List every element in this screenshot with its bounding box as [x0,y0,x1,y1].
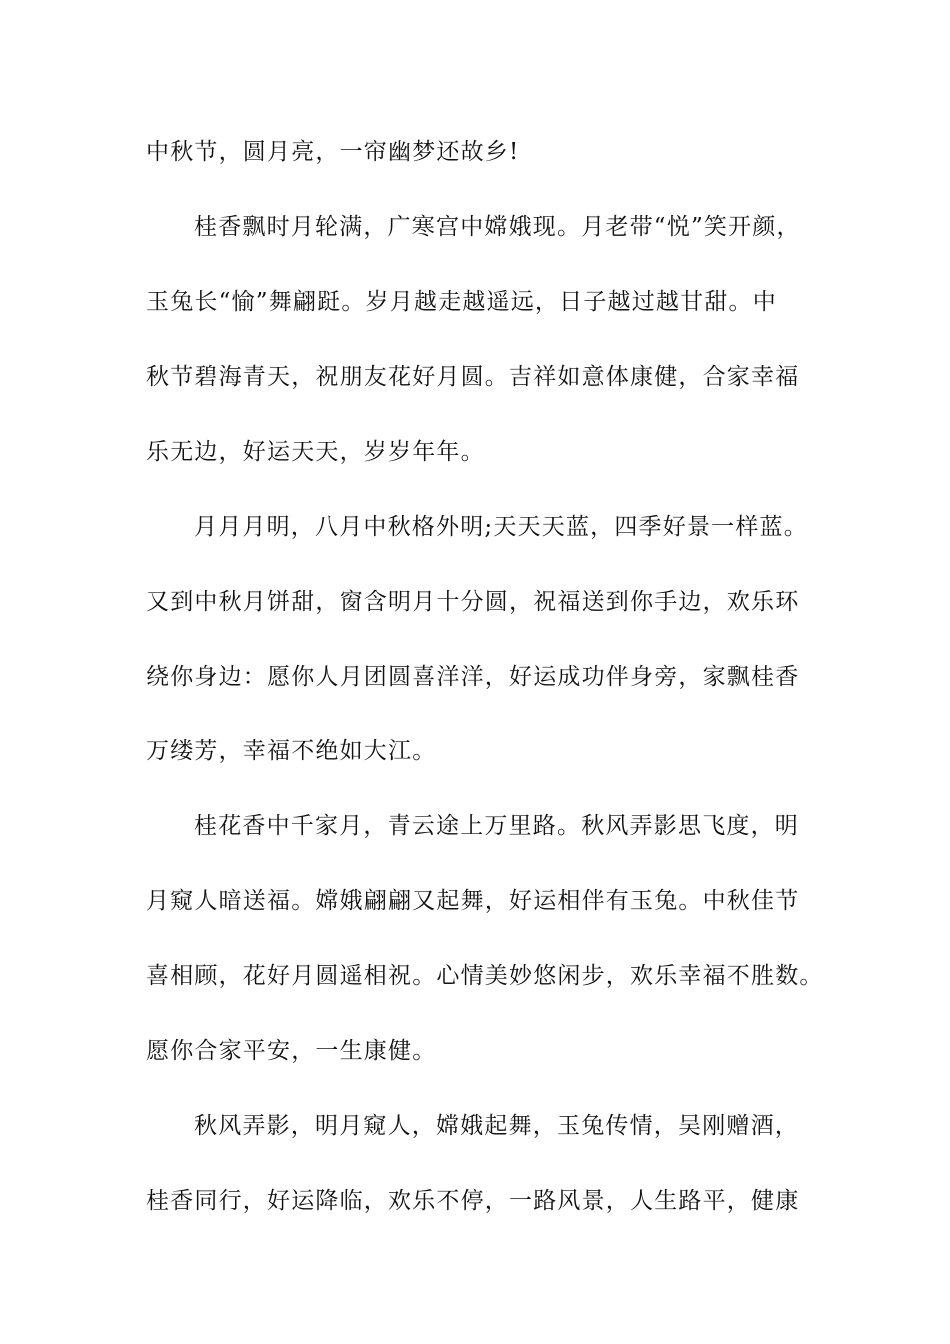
text-line: 又到中秋月饼甜，窗含明月十分圆，祝福送到你手边，欢乐环 [146,589,800,615]
text-line: 月月月明，八月中秋格外明;天天天蓝，四季好景一样蓝。 [194,514,808,540]
text-line: 桂香同行，好运降临，欢乐不停，一路风景，人生路平，健康 [146,1188,800,1214]
text-line: 喜相顾，花好月圆遥相祝。心情美妙悠闲步，欢乐幸福不胜数。 [146,963,824,989]
text-line: 桂香飘时月轮满，广寒宫中嫦娥现。月老带“悦”笑开颜， [194,214,801,240]
text-line: 秋节碧海青天，祝朋友花好月圆。吉祥如意体康健，合家幸福 [146,364,800,390]
text-line: 月窥人暗送福。嫦娥翩翩又起舞，好运相伴有玉兔。中秋佳节 [146,888,800,914]
text-line: 愿你合家平安，一生康健。 [146,1038,437,1064]
text-line: 秋风弄影，明月窥人，嫦娥起舞，玉兔传情，吴刚赠酒， [194,1113,799,1139]
text-line: 中秋节，圆月亮，一帘幽梦还故乡! [146,139,520,165]
text-line: 乐无边，好运天天，岁岁年年。 [146,439,485,465]
text-line: 绕你身边：愿你人月团圆喜洋洋，好运成功伴身旁，家飘桂香 [146,664,800,690]
text-line: 玉兔长“愉”舞翩跹。岁月越走越遥远，日子越过越甘甜。中 [146,289,777,315]
text-line: 桂花香中千家月，青云途上万里路。秋风弄影思飞度，明 [194,813,799,839]
text-line: 万缕芳，幸福不绝如大江。 [146,738,437,764]
